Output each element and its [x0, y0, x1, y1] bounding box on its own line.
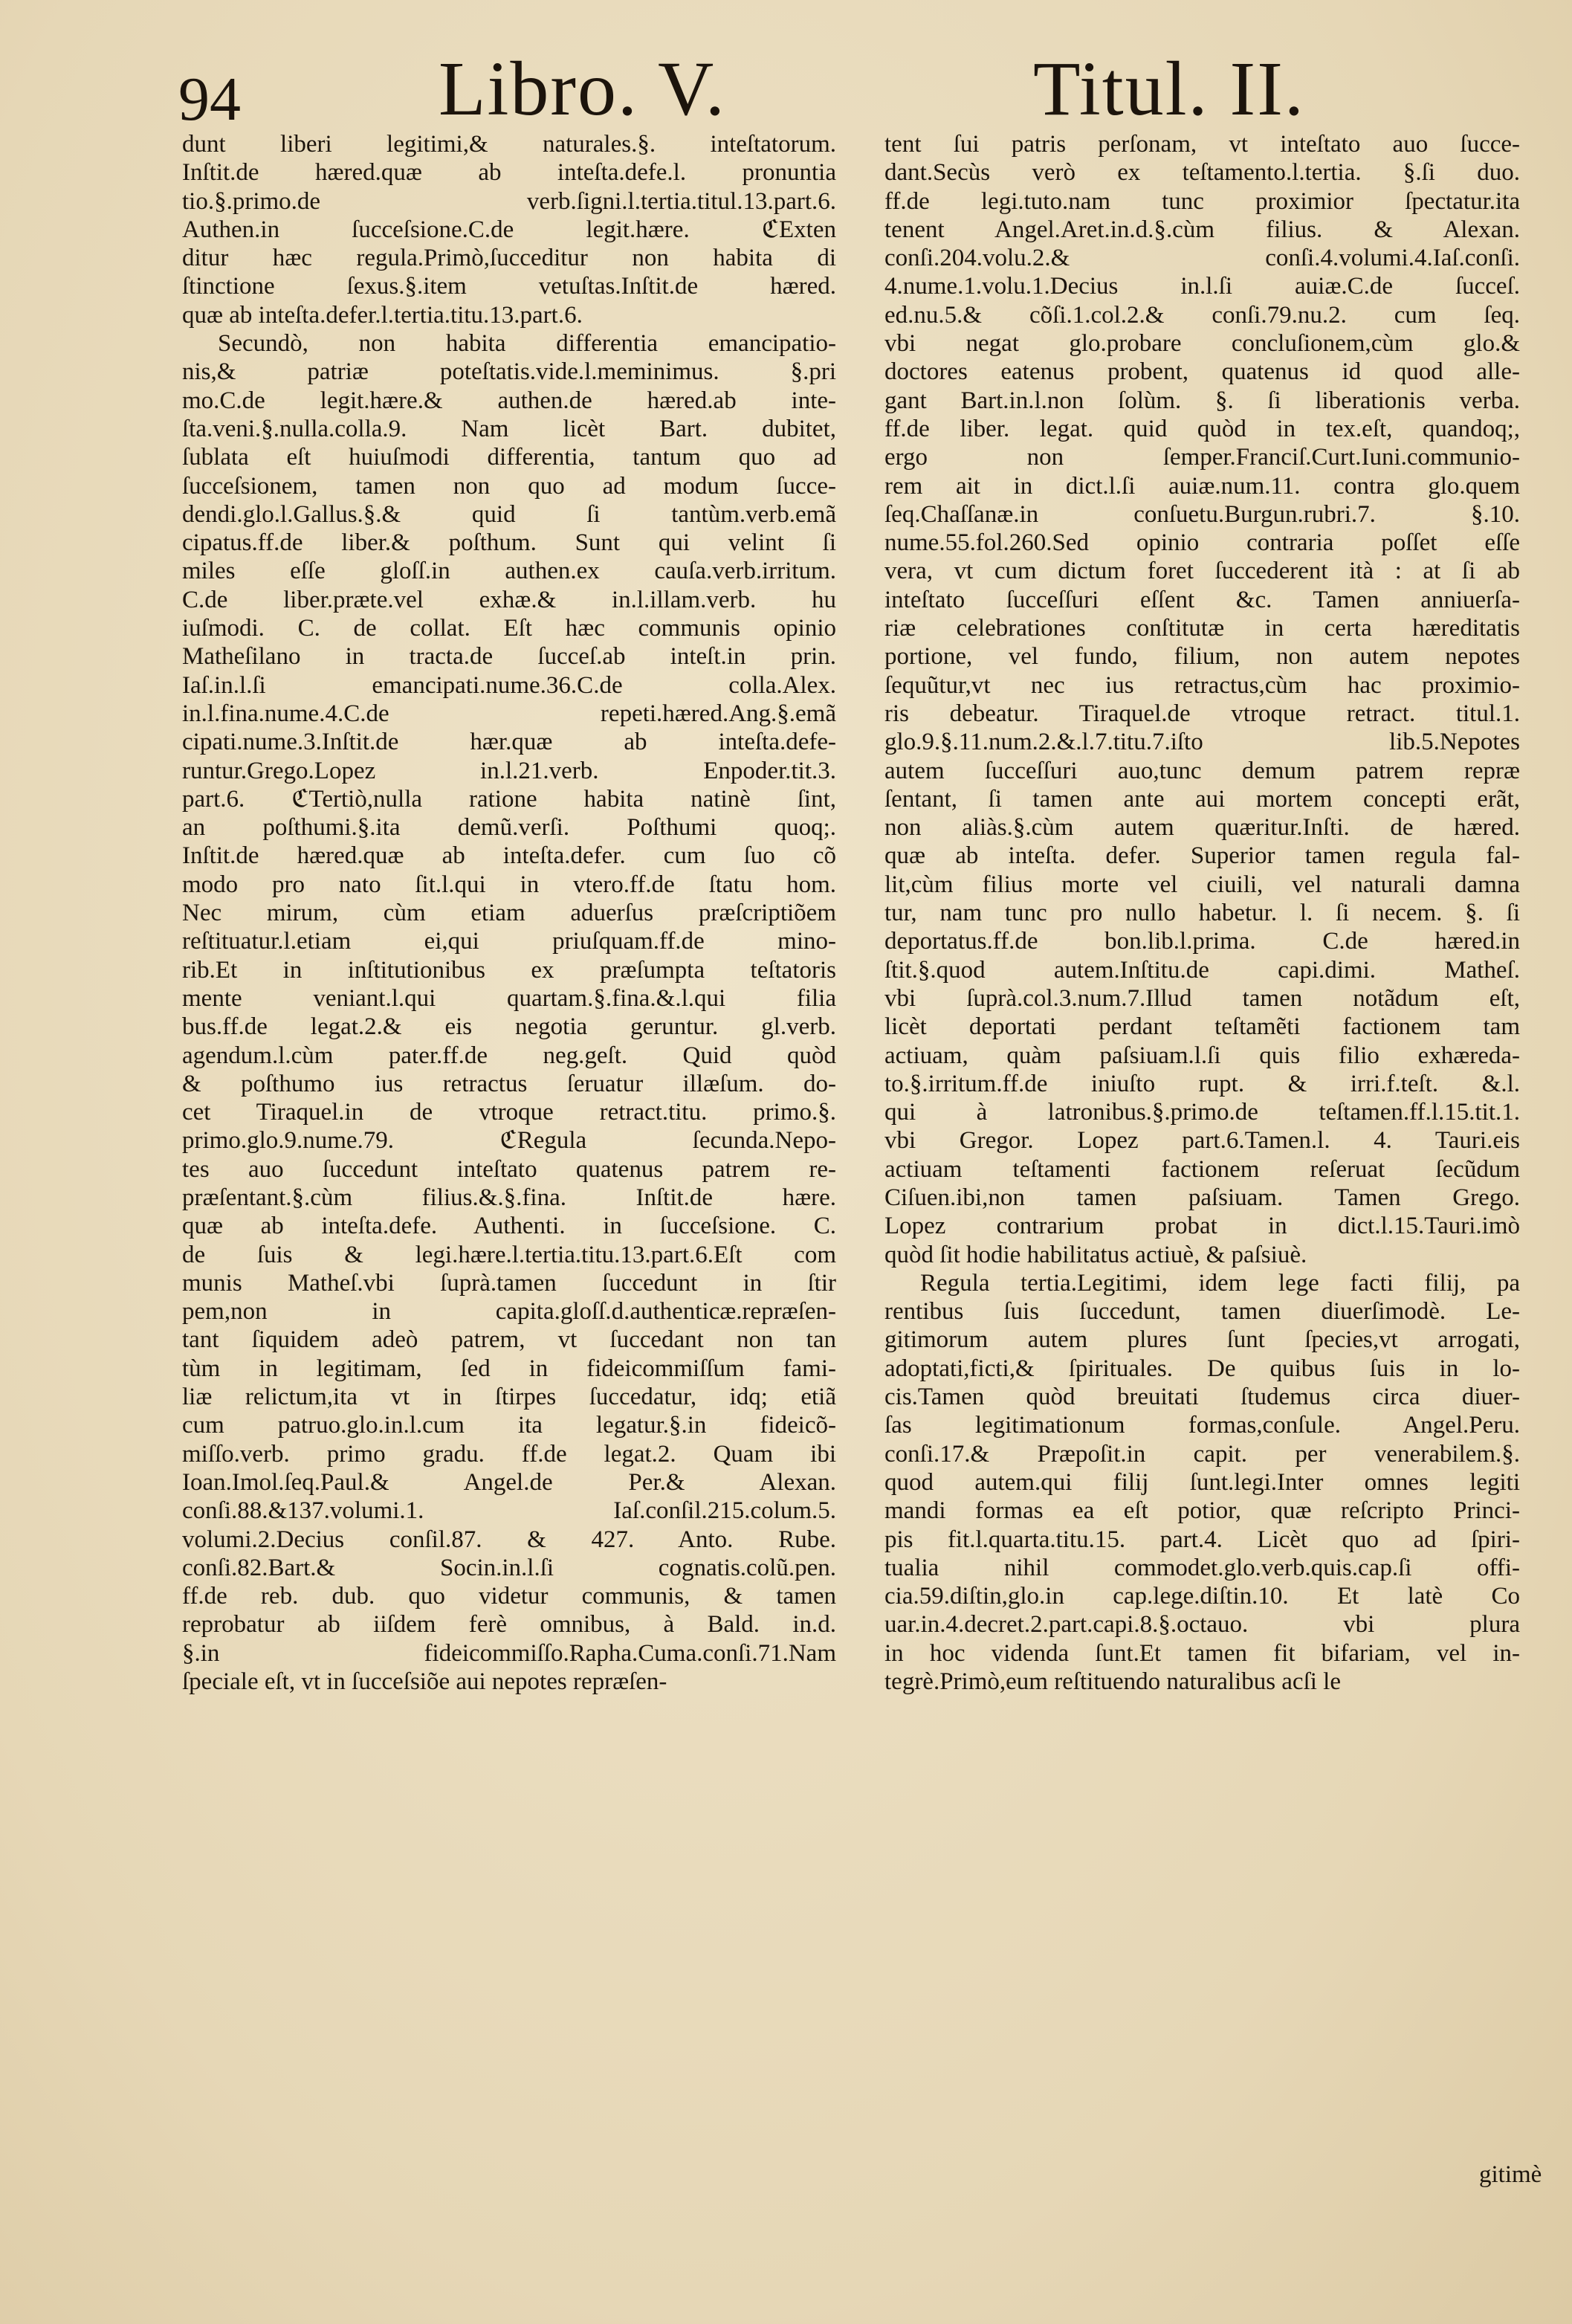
- text-line: ſpeciale eſt, vt in ſucceſsiõe aui nepotes repræſen-: [182, 1668, 667, 1696]
- text-line: tes auo ſuccedunt inteſtato quatenus patrem re-: [182, 1155, 836, 1183]
- catchword: gitimè: [1479, 2161, 1542, 2188]
- text-line: dunt liberi legitimi,& naturales.§. inteſtatorum.: [182, 131, 836, 158]
- text-line: portione, vel fundo, filium, non autem nepotes: [884, 643, 1520, 671]
- text-line: liæ relictum,ita vt in ſtirpes ſuccedatur, idq; etiã: [182, 1384, 836, 1411]
- text-line: Matheſilano in tracta.de ſucceſ.ab inteſt.in prin.: [182, 643, 836, 671]
- text-line: Secundò, non habita differentia emancipatio-: [218, 330, 836, 358]
- text-line: & poſthumo ius retractus ſeruatur illæſum. do-: [182, 1070, 836, 1097]
- text-line: vbi ſuprà.col.3.num.7.Illud tamen notãdum eſt,: [884, 984, 1520, 1012]
- text-line: inteſtato ſucceſſuri eſſent &c. Tamen anniuerſa-: [884, 586, 1520, 613]
- text-line: vbi Gregor. Lopez part.6.Tamen.l. 4. Tauri.eis: [884, 1127, 1520, 1155]
- text-line: pem,non in capita.gloſſ.d.authenticæ.repræſen-: [182, 1298, 836, 1326]
- text-line: gant Bart.in.l.non ſolùm. §. ſi liberationis verba.: [884, 387, 1520, 414]
- text-line: cia.59.diſtin,glo.in cap.lege.diſtin.10. Et latè Co: [884, 1583, 1520, 1610]
- text-line: munis Matheſ.vbi ſuprà.tamen ſuccedunt in ſtir: [182, 1269, 836, 1297]
- text-line: tùm in legitimam, ſed in fideicommiſſum fami-: [182, 1355, 836, 1382]
- text-line: tant ſiquidem adeò patrem, vt ſuccedant non tan: [182, 1326, 836, 1354]
- text-line: Lopez contrarium probat in dict.l.15.Tauri.imò: [884, 1213, 1520, 1240]
- text-line: ff.de reb. dub. quo videtur communis, & tamen: [182, 1583, 836, 1610]
- text-line: ſtit.§.quod autem.Inſtitu.de capi.dimi. Matheſ.: [884, 956, 1520, 984]
- text-line: mo.C.de legit.hære.& authen.de hæred.ab inte-: [182, 387, 836, 414]
- text-line: C.de liber.præte.vel exhæ.& in.l.illam.verb. hu: [182, 586, 836, 613]
- text-line: de ſuis & legi.hære.l.tertia.titu.13.part.6.Eſt com: [182, 1241, 836, 1268]
- page-number: 94: [178, 65, 241, 134]
- text-line: ſucceſsionem, tamen non quo ad modum ſucce-: [182, 472, 836, 500]
- running-head-book: Libro. V.: [439, 46, 726, 132]
- text-line: conſi.82.Bart.& Socin.in.l.ſi cognatis.colũ.pen.: [182, 1554, 836, 1581]
- text-line: quod autem.qui filij ſunt.legi.Inter omnes legiti: [884, 1468, 1520, 1496]
- text-line: conſi.204.volu.2.& conſi.4.volumi.4.Iaſ.conſi.: [884, 245, 1520, 272]
- text-line: ſta.veni.§.nulla.colla.9. Nam licèt Bart. dubitet,: [182, 415, 836, 442]
- text-line: reſtituatur.l.etiam ei,qui priuſquam.ff.de mino-: [182, 928, 836, 955]
- text-line: ergo non ſemper.Franciſ.Curt.Iuni.communio-: [884, 444, 1520, 471]
- right-text-column: [884, 130, 1520, 1696]
- text-line: cipatus.ff.de liber.& poſthum. Sunt qui velint ſi: [182, 529, 836, 557]
- text-line: licèt deportati perdant teſtamẽti factionem tam: [884, 1013, 1520, 1041]
- text-line: rentibus ſuis ſuccedunt, tamen diuerſimodè. Le-: [884, 1298, 1520, 1326]
- text-line: §.in fideicommiſſo.Rapha.Cuma.conſi.71.Nam: [182, 1639, 836, 1667]
- text-line: modo pro nato ſit.l.qui in vtero.ff.de ſtatu hom.: [182, 871, 836, 898]
- text-line: miles eſſe gloſſ.in authen.ex cauſa.verb.irritum.: [182, 558, 836, 585]
- text-line: deportatus.ff.de bon.lib.l.prima. C.de hæred.in: [884, 928, 1520, 955]
- text-line: iuſmodi. C. de collat. Eſt hæc communis opinio: [182, 615, 836, 642]
- text-line: volumi.2.Decius conſil.87. & 427. Anto. Rube.: [182, 1526, 836, 1553]
- text-line: dant.Secùs verò ex teſtamento.l.tertia. §.ſi duo.: [884, 159, 1520, 187]
- text-line: tio.§.primo.de verb.ſigni.l.tertia.titul.13.part.6.: [182, 187, 836, 215]
- text-line: to.§.irritum.ff.de iniuſto rupt. & irri.f.teſt. &.l.: [884, 1070, 1520, 1097]
- text-line: conſi.88.&137.volumi.1. Iaſ.conſil.215.colum.5.: [182, 1497, 836, 1525]
- page-header: [0, 22, 1572, 134]
- text-line: miſſo.verb. primo gradu. ff.de legat.2. Quam ibi: [182, 1440, 836, 1468]
- text-line: doctores eatenus probent, quatenus id quod alle-: [884, 358, 1520, 386]
- text-line: an poſthumi.§.ita demũ.verſi. Poſthumi quoq;.: [182, 814, 836, 842]
- text-line: ff.de legi.tuto.nam tunc proximior ſpectatur.ita: [884, 187, 1520, 215]
- text-line: tent ſui patris perſonam, vt inteſtato auo ſucce-: [884, 131, 1520, 158]
- text-line: in.l.fina.nume.4.C.de repeti.hæred.Ang.§.emã: [182, 700, 836, 727]
- text-line: quæ ab inteſta.defe. Authenti. in ſucceſsione. C.: [182, 1213, 836, 1240]
- text-line: mandi formas ea eſt potior, quæ reſcripto Princi-: [884, 1497, 1520, 1525]
- text-line: vbi negat glo.probare concluſionem,cùm glo.&: [884, 330, 1520, 358]
- text-line: part.6. ℭTertiò,nulla ratione habita natinè ſint,: [182, 785, 836, 813]
- text-line: vera, vt cum dictum foret ſuccederent ità : at ſi ab: [884, 558, 1520, 585]
- text-line: runtur.Grego.Lopez in.l.21.verb. Enpoder.tit.3.: [182, 757, 836, 784]
- text-line: ſentant, ſi tamen ante aui mortem concepti erãt,: [884, 785, 1520, 813]
- text-line: ſas legitimationum formas,conſule. Angel.Peru.: [884, 1412, 1520, 1439]
- text-line: adoptati,ficti,& ſpirituales. De quibus ſuis in lo-: [884, 1355, 1520, 1382]
- text-line: gitimorum autem plures ſunt ſpecies,vt arrogati,: [884, 1326, 1520, 1354]
- text-line: pis fit.l.quarta.titu.15. part.4. Licèt quo ad ſpiri-: [884, 1526, 1520, 1553]
- text-line: rem ait in dict.l.ſi auiæ.num.11. contra glo.quem: [884, 472, 1520, 500]
- text-line: ff.de liber. legat. quid quòd in tex.eſt, quandoq;,: [884, 415, 1520, 442]
- text-line: primo.glo.9.nume.79. ℭRegula ſecunda.Nepo-: [182, 1127, 836, 1155]
- text-line: ſublata eſt huiuſmodi differentia, tantum quo ad: [182, 444, 836, 471]
- text-line: dendi.glo.l.Gallus.§.& quid ſi tantùm.verb.emã: [182, 500, 836, 528]
- text-line: tur, nam tunc pro nullo habetur. l. ſi necem. §. ſi: [884, 900, 1520, 927]
- text-line: riæ celebrationes conſtitutæ in certa hæreditatis: [884, 615, 1520, 642]
- text-line: ſtinctione ſexus.§.item vetuſtas.Inſtit.de hæred.: [182, 273, 836, 300]
- text-line: Ciſuen.ibi,non tamen paſsiuam. Tamen Grego.: [884, 1184, 1520, 1211]
- text-line: ditur hæc regula.Primò,ſucceditur non habita di: [182, 245, 836, 272]
- left-text-column: [182, 130, 836, 1696]
- running-head-title: Titul. II.: [1033, 46, 1305, 132]
- text-line: Regula tertia.Legitimi, idem lege facti filij, pa: [920, 1269, 1520, 1297]
- text-line: agendum.l.cùm pater.ff.de neg.geſt. Quid quòd: [182, 1042, 836, 1069]
- text-line: non aliàs.§.cùm autem quæritur.Inſti. de hæred.: [884, 814, 1520, 842]
- text-line: Authen.in ſucceſsione.C.de legit.hære. ℭExten: [182, 216, 836, 243]
- text-line: ris debeatur. Tiraquel.de vtroque retract. titul.1.: [884, 700, 1520, 727]
- text-line: tegrè.Primò,eum reſtituendo naturalibus acſi le: [884, 1668, 1341, 1696]
- text-line: 4.nume.1.volu.1.Decius in.l.ſi auiæ.C.de ſucceſ.: [884, 273, 1520, 300]
- text-line: Inſtit.de hæred.quæ ab inteſta.defe.l. pronuntia: [182, 159, 836, 187]
- text-line: quæ ab inteſta.defer.l.tertia.titu.13.part.6.: [182, 301, 583, 329]
- text-line: ed.nu.5.& cõſi.1.col.2.& conſi.79.nu.2. cum ſeq.: [884, 301, 1520, 329]
- text-line: Nec mirum, cùm etiam aduerſus præſcriptiõem: [182, 900, 836, 927]
- text-line: actiuam teſtamenti factionem reſeruat ſecũdum: [884, 1155, 1520, 1183]
- text-line: actiuam, quàm paſsiuam.l.ſi quis filio exhæreda-: [884, 1042, 1520, 1069]
- text-line: bus.ff.de legat.2.& eis negotia geruntur. gl.verb.: [182, 1013, 836, 1041]
- text-line: cum patruo.glo.in.l.cum ita legatur.§.in fideicõ-: [182, 1412, 836, 1439]
- text-line: cis.Tamen quòd breuitati ſtudemus circa diuer-: [884, 1384, 1520, 1411]
- text-line: nis,& patriæ poteſtatis.vide.l.meminimus. §.pri: [182, 358, 836, 386]
- text-line: cet Tiraquel.in de vtroque retract.titu. primo.§.: [182, 1099, 836, 1126]
- text-line: ſequũtur,vt nec ius retractus,cùm hac proximio-: [884, 671, 1520, 699]
- text-line: cipati.nume.3.Inſtit.de hær.quæ ab inteſta.defe-: [182, 729, 836, 756]
- text-line: lit,cùm filius morte vel ciuili, vel naturali damna: [884, 871, 1520, 898]
- text-line: autem ſucceſſuri auo,tunc demum patrem repræ: [884, 757, 1520, 784]
- text-line: Inſtit.de hæred.quæ ab inteſta.defer. cum ſuo cõ: [182, 842, 836, 870]
- text-line: reprobatur ab iiſdem ferè omnibus, à Bald. in.d.: [182, 1611, 836, 1639]
- text-line: quòd ſit hodie habilitatus actiuè, & paſsiuè.: [884, 1241, 1307, 1268]
- text-line: nume.55.fol.260.Sed opinio contraria poſſet eſſe: [884, 529, 1520, 557]
- text-line: qui à latronibus.§.primo.de teſtamen.ff.l.15.tit.1.: [884, 1099, 1520, 1126]
- text-line: Ioan.Imol.ſeq.Paul.& Angel.de Per.& Alexan.: [182, 1468, 836, 1496]
- text-line: præſentant.§.cùm filius.&.§.fina. Inſtit.de hære.: [182, 1184, 836, 1211]
- text-line: tualia nihil commodet.glo.verb.quis.cap.ſi offi-: [884, 1554, 1520, 1581]
- text-line: rib.Et in inſtitutionibus ex præſumpta teſtatoris: [182, 956, 836, 984]
- text-line: in hoc videnda ſunt.Et tamen fit bifariam, vel in-: [884, 1639, 1520, 1667]
- text-line: Iaſ.in.l.ſi emancipati.nume.36.C.de colla.Alex.: [182, 671, 836, 699]
- text-line: glo.9.§.11.num.2.&.l.7.titu.7.iſto lib.5.Nepotes: [884, 729, 1520, 756]
- text-line: tenent Angel.Aret.in.d.§.cùm filius. & Alexan.: [884, 216, 1520, 243]
- text-line: mente veniant.l.qui quartam.§.fina.&.l.qui filia: [182, 984, 836, 1012]
- text-line: ſeq.Chaſſanæ.in conſuetu.Burgun.rubri.7. §.10.: [884, 500, 1520, 528]
- text-line: uar.in.4.decret.2.part.capi.8.§.octauo. vbi plura: [884, 1611, 1520, 1639]
- text-line: quæ ab inteſta. defer. Superior tamen regula fal-: [884, 842, 1520, 870]
- text-line: conſi.17.& Præpoſit.in capit. per venerabilem.§.: [884, 1440, 1520, 1468]
